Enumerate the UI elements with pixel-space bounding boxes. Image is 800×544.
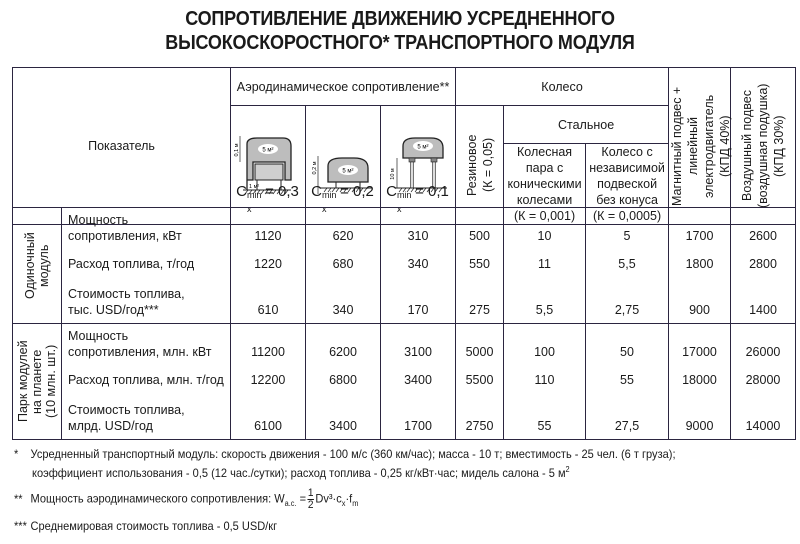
row-label: Стоимость топлива, млрд. USD/год [68,403,185,433]
footnote-3: *** Среднемировая стоимость топлива - 0,5 USD/кг [14,519,278,533]
row-label: Расход топлива, т/год [68,257,195,271]
svg-text:5 м²: 5 м² [262,147,274,154]
page-title [40,7,760,55]
group-planet-fleet: Парк модулей на планете (10 млн. шт.) Мощность сопротивления, млн. кВт Расход топлива, млн. т/год Стоимость топлива, млрд. USD/год 11200 12200 6100 6200 6800 3400 3100 3400 1700 5000 5500 2750 100 110 55 50 55 27,5 17000 18000 9000 26000 28000 14000 [13,324,796,440]
row-label: Мощность сопротивления, кВт [68,213,182,243]
wheel-group-header: Колесо [456,68,669,106]
cx-labels [230,183,455,214]
svg-text:1 м²: 1 м² [249,184,260,190]
footnote-1: * Усредненный транспортный модуль: скорость движения - 100 м/с (360 км/час); масса - 10 т; вместимость - 25 чел. (6 т груза); [14,447,676,461]
title-line-2: ВЫСОКОСКОРОСТНОГО* ТРАНСПОРТНОГО МОДУЛЯ [165,32,635,54]
wheelset-header: Колесная пара с коническими колесами (К = 0,001) [504,144,586,225]
row-labels-fleet [62,324,231,440]
svg-text:5 м²: 5 м² [342,168,354,175]
resistance-table-body [12,207,796,440]
aero-group-header: Аэродинамическое сопротивление** [231,68,456,106]
cx-label-2: C min x = 0,2 [311,183,374,214]
resistance-table [12,67,796,225]
group-label-single: Одиночный модуль [13,208,62,324]
group-label-fleet: Парк модулей на планете (10 млн. шт.) [13,324,62,440]
group-single-module: Одиночный модуль Мощность сопротивления, кВт Расход топлива, т/год Стоимость топлива, тыс. USD/год*** 1120 1220 610 620 680 340 310 340 170 500 550 275 10 11 5,5 5 5,5 2,75 1700 1800 900 2600 2800 1400 [13,208,796,324]
svg-text:5 м²: 5 м² [417,144,429,151]
steel-group-header: Стальное [504,106,669,144]
title-line-1: СОПРОТИВЛЕНИЕ ДВИЖЕНИЮ УСРЕДНЕННОГО [185,8,615,30]
footnote-2: ** Мощность аэродинамического сопротивления: $W_{а.с.}$ = $\frac{1}{2}$ $Dv^3\cdot c_x\cdot f_m$ [14,487,359,511]
row-label: Стоимость топлива, тыс. USD/год*** [68,287,185,317]
maglev-header: Магнитный подвес + линейный электродвигатель (КПД 40%) [669,68,731,225]
row-labels-single [62,208,231,324]
rubber-wheel-header: Резиновое (К = 0,05) [456,106,504,225]
svg-text:10 м: 10 м [390,168,397,180]
row-label: Мощность сопротивления, млн. кВт [68,329,212,359]
footnote-1-cont: коэффициент использования - 0,5 (12 час./сутки); расход топлива - 0,25 кг/кВт·час; мидель салона - 5 $м^2$ [32,465,570,480]
svg-text:0,2 м: 0,2 м [312,161,319,175]
indicator-header: Показатель [13,68,231,225]
row-label: Расход топлива, млн. т/год [68,373,224,387]
independent-wheel-header: Колесо с независимой подвеской без конуса (К = 0,0005) [586,144,669,225]
cx-label-3: C min x = 0,1 [386,183,449,214]
cx-label-1: C min x = 0,3 [236,183,299,214]
aircushion-header: Воздушный подвес (воздушная подушка) (КПД 30%) [731,68,796,225]
fraction: $\frac{1}{2}$ [307,487,314,511]
svg-text:0,1 м: 0,1 м [234,143,241,157]
